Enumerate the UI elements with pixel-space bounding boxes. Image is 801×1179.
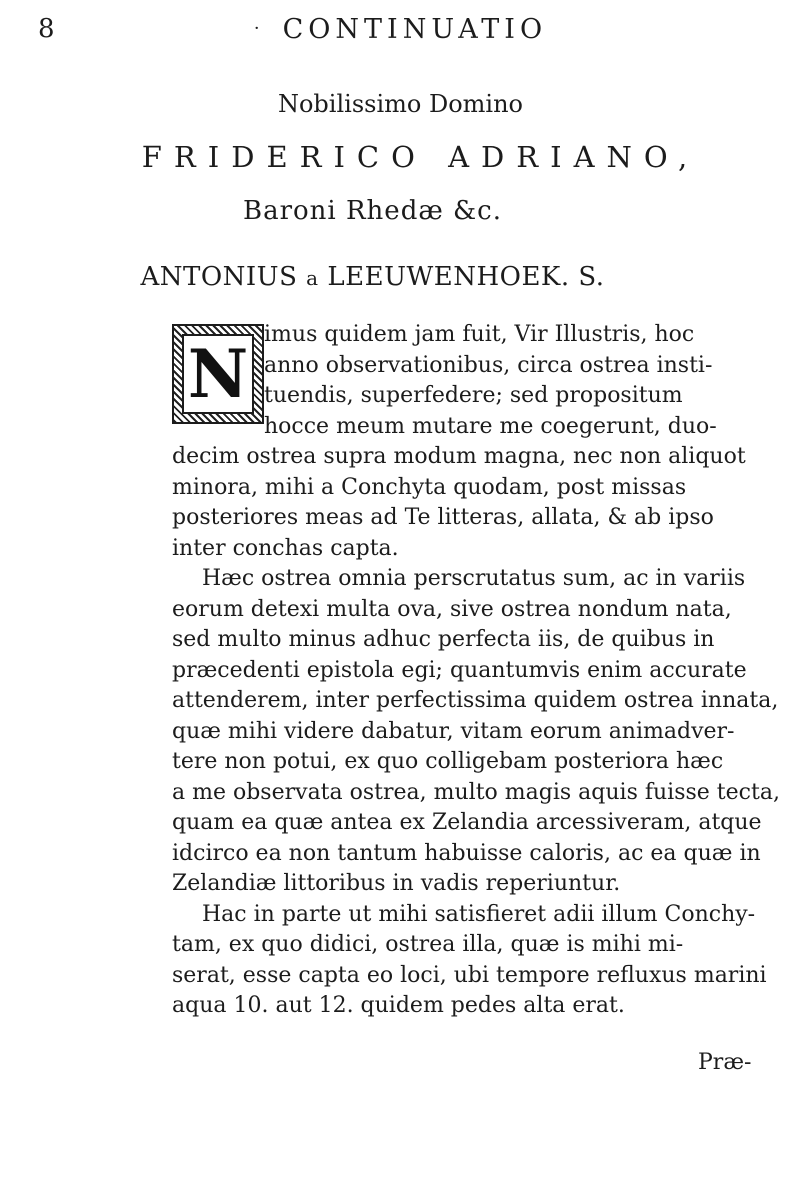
text-line: decim ostrea supra modum magna, nec non aliquot — [172, 444, 746, 469]
text-line: inter conchas capta. — [172, 535, 399, 561]
text-line: imus quidem jam fuit, Vir Illustris, hoc — [264, 322, 695, 347]
text-line: hocce meum mutare me coegerunt, duo- — [264, 413, 717, 439]
text-line: a me observata ostrea, multo magis aquis fuisse tecta, — [172, 779, 780, 805]
text-line: Hac in parte ut mihi satisfieret adii illum Conchy- — [202, 901, 756, 927]
text-line: tuendis, superfedere; sed propositum — [264, 383, 683, 408]
text-line: quam ea quæ antea ex Zelandia arcessiveram, atque — [172, 810, 762, 835]
text-line: Zelandiæ littoribus in vadis reperiuntur. — [172, 871, 621, 896]
text-line: tam, ex quo didici, ostrea illa, quæ is mihi mi- — [172, 932, 684, 957]
text-line: minora, mihi a Conchyta quodam, post missas — [172, 474, 687, 500]
recipient-name: FRIDERICO ADRIANO, — [141, 140, 700, 174]
sender-line — [0, 262, 773, 292]
sender-surname: LEEUWENHOEK. S. — [327, 262, 605, 292]
text-line: attenderem, inter perfectissima quidem ostrea innata, — [172, 688, 779, 713]
text-line: anno observationibus, circa ostrea insti- — [264, 352, 713, 378]
text-line: tere non potui, ex quo colligebam posteriora hæc — [172, 749, 724, 774]
text-line: posteriores meas ad Te litteras, allata, & ab ipso — [172, 505, 714, 530]
text-line: præcedenti epistola egi; quantumvis enim accurate — [172, 657, 747, 683]
text-line: aqua 10. aut 12. quidem pedes alta erat. — [172, 993, 625, 1018]
dedication-line: Nobilissimo Domino — [277, 90, 523, 118]
page-number: 8 — [38, 14, 55, 44]
text-line: quæ mihi videre dabatur, vitam eorum animadver- — [172, 718, 735, 744]
initial-letter: N — [182, 334, 254, 414]
text-line: sed multo minus adhuc perfecta iis, de quibus in — [172, 627, 715, 652]
text-line: serat, esse capta eo loci, ubi tempore refluxus marini — [172, 962, 767, 988]
body-text — [172, 320, 792, 1022]
running-head-text: CONTINUATIO — [282, 14, 548, 45]
sender-prep: a — [306, 266, 319, 290]
catchword: Præ- — [698, 1050, 752, 1075]
text-line: eorum detexi multa ova, sive ostrea nondum nata, — [172, 596, 732, 622]
separator-dot-icon: · — [253, 18, 265, 39]
sender-name: ANTONIUS — [140, 262, 298, 292]
running-head — [0, 14, 801, 45]
recipient-title: Baroni Rhedæ &c. — [242, 196, 503, 226]
text-line: Hæc ostrea omnia perscrutatus sum, ac in variis — [202, 566, 746, 591]
text-line: idcirco ea non tantum habuisse caloris, ac ea quæ in — [172, 840, 761, 866]
